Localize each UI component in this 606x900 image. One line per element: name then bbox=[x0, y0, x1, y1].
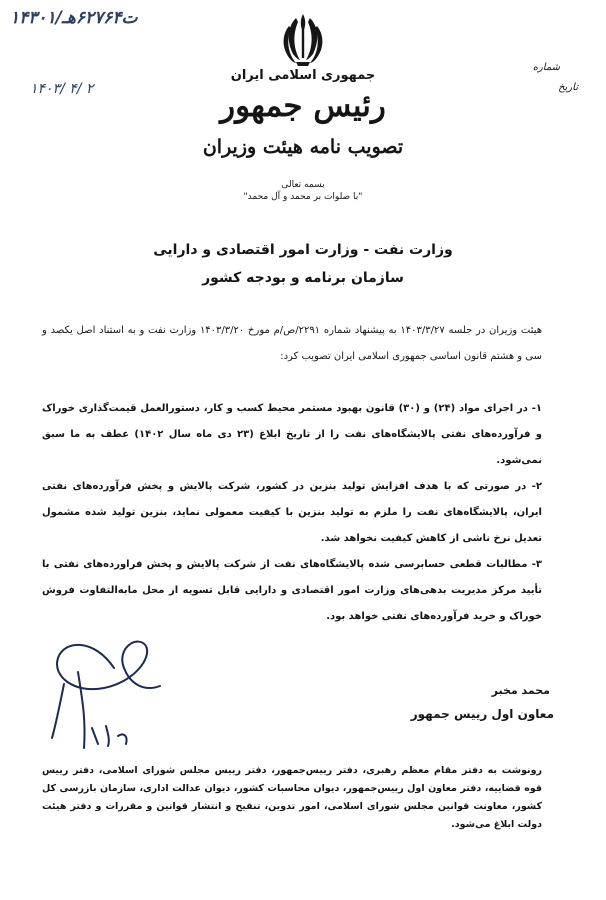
signatory-title: معاون اول رییس جمهور bbox=[410, 707, 554, 721]
salavat-line: "با صلوات بر محمد و آل محمد" bbox=[243, 192, 363, 202]
date-label: تاریخ bbox=[558, 82, 578, 93]
number-label: شماره bbox=[532, 62, 560, 73]
addressee-line-1: وزارت نفت - وزارت امور اقتصادی و دارایی bbox=[153, 242, 453, 258]
iran-emblem-icon bbox=[276, 10, 330, 70]
stamp-number: ۱۴۳۰۱/ت۶۲۷۶۴هـ bbox=[10, 8, 138, 28]
addressee-line-2: سازمان برنامه و بودجه کشور bbox=[202, 270, 404, 286]
clause-3: ۳- مطالبات قطعی حسابرسی شده پالایشگاه‌های نفت از شرکت پالایش و پخش فراورده‌های نفتی با تأیید مرکز مدیریت بدهی‌های وزارت امور اقتصادی و دارایی قابل تسویه از محل مابه‌التفاوت فروش خوراک و خرید فرآورده‌های نفتی خواهد بود. bbox=[42, 559, 542, 622]
cc-list: رونوشت به دفتر مقام معظم رهبری، دفتر رییس‌جمهور، دفتر رییس مجلس شورای اسلامی، دفتر رییس قوه قضاییه، دفتر معاون اول رییس‌جمهور، دیوان محاسبات کشور، دیوان عدالت اداری، سازمان بازرسی کل کشور، معاونت قوانین مجلس شورای اسلامی، امور تدوین، تنقیح و انتشار قوانین و مقررات و دفتر هیئت دولت ابلاغ می‌شود. bbox=[42, 765, 542, 830]
republic-heading: جمهوری اسلامی ایران bbox=[230, 68, 376, 83]
handwritten-signature bbox=[34, 628, 184, 768]
intro-paragraph: هیئت وزیران در جلسه ۱۴۰۳/۳/۲۷ به پیشنهاد شماره ۲۲۹۱/ص/م مورخ ۱۴۰۳/۳/۲۰ وزارت نفت و به استناد اصل یکصد و سی و هشتم قانون اساسی جمهوری اسلامی ایران تصویب کرد: bbox=[42, 325, 543, 362]
president-heading: رئیس جمهور bbox=[220, 88, 386, 124]
approval-heading: تصویب نامه هیئت وزیران bbox=[202, 136, 404, 158]
clause-2: ۲- در صورتی که با هدف افزایش تولید بنزین در کشور، شرکت پالایش و پخش فرآورده‌های نفتی ایران، پالایشگاه‌های نفت را ملزم به تولید بنزین با کیفیت معمولی نماید، بنزین تولید شده مشمول تعدیل نرخ ناشی از کاهش کیفیت نخواهد شد. bbox=[42, 481, 542, 544]
signatory-name: محمد مخبر bbox=[491, 684, 550, 697]
date-value: ۱۴۰۳/ ۴/ ۲ bbox=[30, 81, 94, 97]
bismillah: بسمه تعالی bbox=[281, 180, 325, 190]
clause-1: ۱- در اجرای مواد (۲۴) و (۳۰) قانون بهبود مستمر محیط کسب و کار، دستورالعمل قیمت‌گذاری خوراک و فرآورده‌های نفتی پالایشگاه‌های نفت را از تاریخ ابلاغ (۲۳ دی ماه سال ۱۴۰۲) عطف به ما سبق نمی‌شود. bbox=[42, 403, 542, 466]
